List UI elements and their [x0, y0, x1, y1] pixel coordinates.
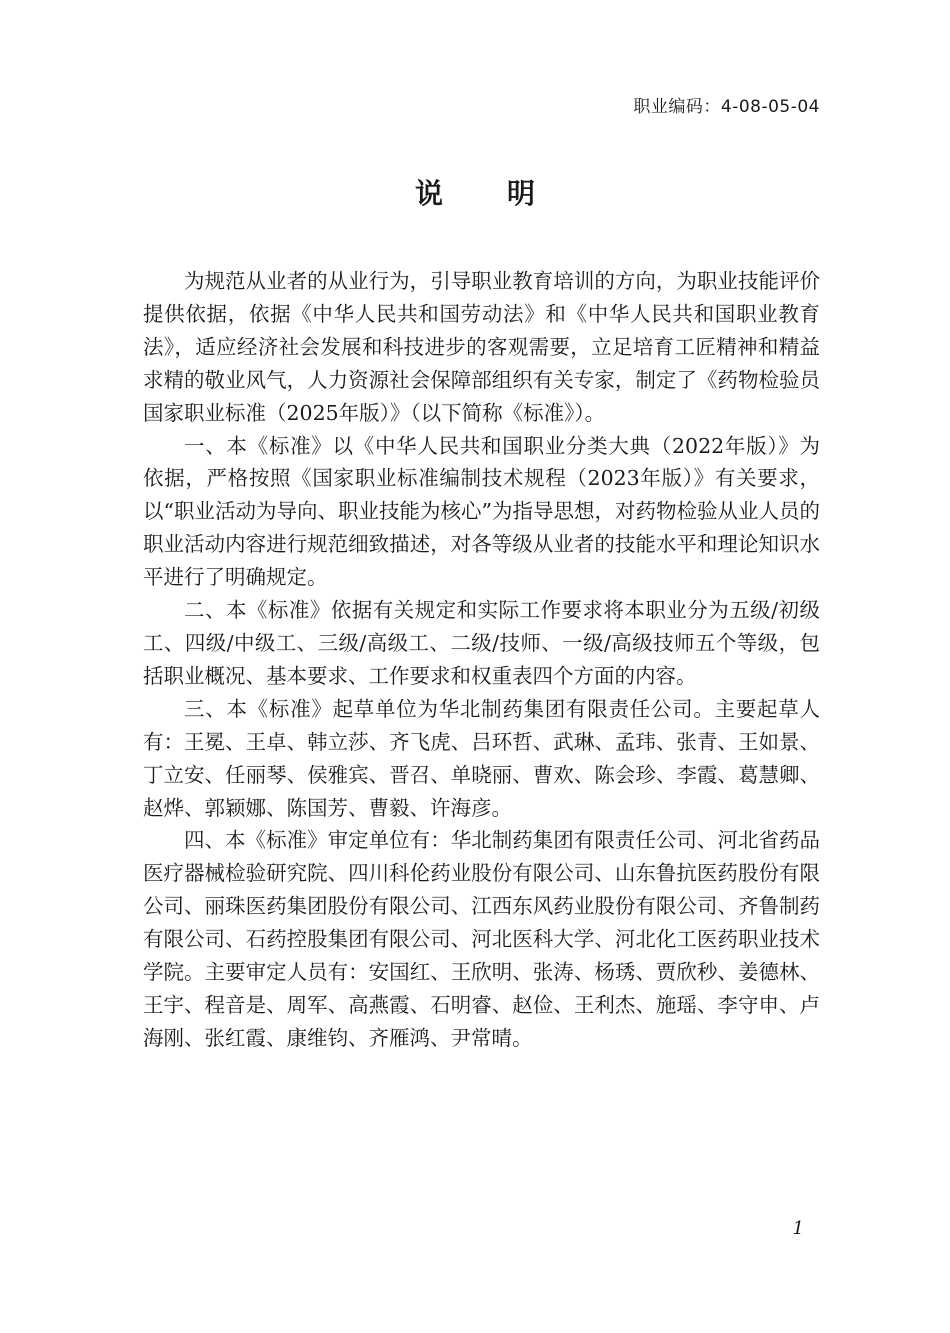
page-number: 1 — [792, 1218, 804, 1239]
paragraph-one: 一、本《标准》以《中华人民共和国职业分类大典（2022年版）》为依据，严格按照《国家职业标准编制技术规程（2023年版）》有关要求，以“职业活动为导向、职业技能为核心”为指导思想，对药物检验从业人员的职业活动内容进行规范细致描述，对各等级从业者的技能水平和理论知识水平进行了明确规定。 — [143, 433, 820, 590]
document-body — [143, 265, 820, 1055]
paragraph-intro: 为规范从业者的从业行为，引导职业教育培训的方向，为职业技能评价提供依据，依据《中华人民共和国劳动法》和《中华人民共和国职业教育法》，适应经济社会发展和科技进步的客观需要，立足培育工匠精神和精益求精的敬业风气，人力资源社会保障部组织有关专家，制定了《药物检验员国家职业标准（2025年版）》（以下简称《标准》）。 — [143, 269, 820, 425]
page-title: 说明 — [414, 177, 599, 210]
paragraph-two: 二、本《标准》依据有关规定和实际工作要求将本职业分为五级/初级工、四级/中级工、三级/高级工、二级/技师、一级/高级技师五个等级，包括职业概况、基本要求、工作要求和权重表四个方面的内容。 — [143, 598, 820, 688]
occupation-code: 职业编码：4-08-05-04 — [633, 97, 820, 117]
paragraph-four: 四、本《标准》审定单位有：华北制药集团有限责任公司、河北省药品医疗器械检验研究院、四川科伦药业股份有限公司、山东鲁抗医药股份有限公司、丽珠医药集团股份有限公司、江西东风药业股份有限公司、齐鲁制药有限公司、石药控股集团有限公司、河北医科大学、河北化工医药职业技术学院。主要审定人员有：安国红、王欣明、张涛、杨琇、贾欣秒、姜德林、王宇、程音是、周军、高燕霞、石明睿、赵俭、王利杰、施瑶、李守申、卢海刚、张红霞、康维钧、齐雁鸿、尹常晴。 — [143, 828, 820, 1050]
paragraph-three: 三、本《标准》起草单位为华北制药集团有限责任公司。主要起草人有：王冕、王卓、韩立莎、齐飞虎、吕环哲、武琳、孟玮、张青、王如景、丁立安、任丽琴、侯雅宾、晋召、单晓丽、曹欢、陈会珍、李霞、葛慧卿、赵烨、郭颖娜、陈国芳、曹毅、许海彦。 — [143, 696, 820, 820]
